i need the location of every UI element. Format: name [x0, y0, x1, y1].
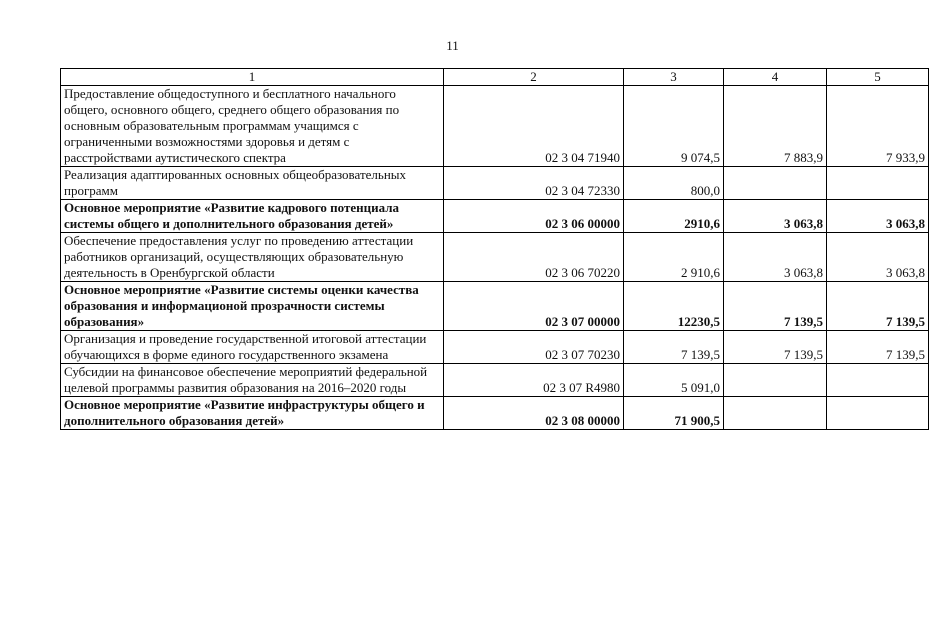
- row-value-col4: 7 139,5: [724, 282, 827, 331]
- header-col-2: 2: [444, 69, 624, 86]
- row-name: Организация и проведение государственной итоговой аттестации обучающихся в форме единого государственного экзамена: [61, 331, 444, 364]
- row-value-col4: [724, 364, 827, 397]
- row-value-col5: [827, 167, 929, 200]
- row-name: Основное мероприятие «Развитие инфраструктуры общего и дополнительного образования детей»: [61, 397, 444, 430]
- row-value-col3: 2 910,6: [624, 233, 724, 282]
- table-row: [61, 167, 929, 200]
- table-row: [61, 397, 929, 430]
- row-value-col5: 7 139,5: [827, 331, 929, 364]
- table-row: [61, 86, 929, 167]
- row-name: Субсидии на финансовое обеспечение мероприятий федеральной целевой программы развития образования на 2016–2020 годы: [61, 364, 444, 397]
- row-code: 02 3 07 00000: [444, 282, 624, 331]
- row-value-col5: 3 063,8: [827, 233, 929, 282]
- row-name: Реализация адаптированных основных общеобразовательных программ: [61, 167, 444, 200]
- row-name: Основное мероприятие «Развитие системы оценки качества образования и информационой прозрачности системы образования»: [61, 282, 444, 331]
- header-col-5: 5: [827, 69, 929, 86]
- table-row: [61, 282, 929, 331]
- row-value-col4: 7 883,9: [724, 86, 827, 167]
- row-value-col4: 3 063,8: [724, 233, 827, 282]
- page-number: 11: [446, 38, 459, 53]
- row-name: Основное мероприятие «Развитие кадрового потенциала системы общего и дополнительного образования детей»: [61, 200, 444, 233]
- header-row: [61, 69, 929, 86]
- row-code: 02 3 04 71940: [444, 86, 624, 167]
- row-code: 02 3 06 70220: [444, 233, 624, 282]
- row-value-col5: [827, 364, 929, 397]
- row-value-col4: 3 063,8: [724, 200, 827, 233]
- row-name: Обеспечение предоставления услуг по проведению аттестации работников организаций, осуществляющих образовательную деятельность в Оренбургской области: [61, 233, 444, 282]
- row-code: 02 3 04 72330: [444, 167, 624, 200]
- table-row: [61, 200, 929, 233]
- row-value-col3: 9 074,5: [624, 86, 724, 167]
- row-name: Предоставление общедоступного и бесплатного начального общего, основного общего, среднего общего образования по основным образовательным программам учащимся с ограниченными возможностями здоровья и детям с расстройствами аутистического спектра: [61, 86, 444, 167]
- row-value-col5: 3 063,8: [827, 200, 929, 233]
- header-col-1: 1: [61, 69, 444, 86]
- row-value-col3: 71 900,5: [624, 397, 724, 430]
- header-col-3: 3: [624, 69, 724, 86]
- header-col-4: 4: [724, 69, 827, 86]
- row-code: 02 3 08 00000: [444, 397, 624, 430]
- row-value-col4: [724, 167, 827, 200]
- table-row: [61, 364, 929, 397]
- row-code: 02 3 06 00000: [444, 200, 624, 233]
- table-row: [61, 233, 929, 282]
- row-code: 02 3 07 R4980: [444, 364, 624, 397]
- row-value-col3: 12230,5: [624, 282, 724, 331]
- row-value-col5: [827, 397, 929, 430]
- row-value-col5: 7 933,9: [827, 86, 929, 167]
- row-value-col3: 800,0: [624, 167, 724, 200]
- row-value-col5: 7 139,5: [827, 282, 929, 331]
- row-value-col3: 2910,6: [624, 200, 724, 233]
- row-value-col4: 7 139,5: [724, 331, 827, 364]
- table-row: [61, 331, 929, 364]
- budget-table: [60, 68, 929, 430]
- row-value-col3: 5 091,0: [624, 364, 724, 397]
- row-code: 02 3 07 70230: [444, 331, 624, 364]
- row-value-col3: 7 139,5: [624, 331, 724, 364]
- row-value-col4: [724, 397, 827, 430]
